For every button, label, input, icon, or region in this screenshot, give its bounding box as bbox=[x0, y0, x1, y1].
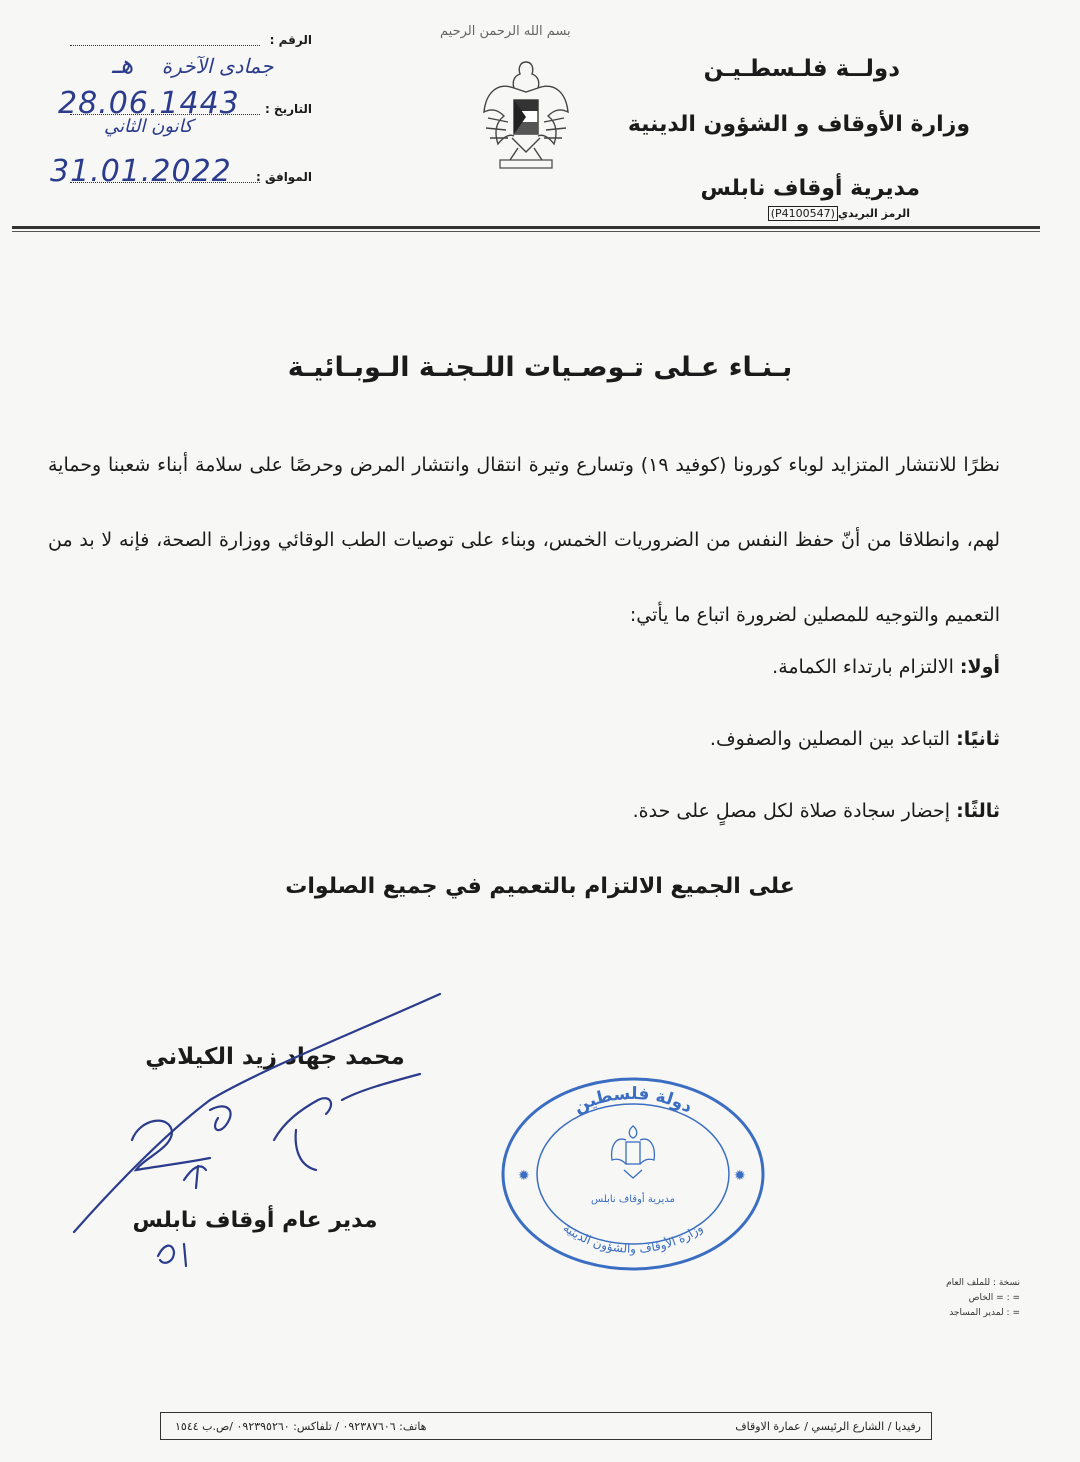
stamp-inner-ring bbox=[537, 1104, 729, 1244]
footer-address: رفيديا / الشارع الرئيسي / عمارة الاوقاف bbox=[735, 1420, 921, 1433]
point-label: أولا: bbox=[959, 656, 1000, 678]
point-text: التباعد بين المصلين والصفوف. bbox=[709, 728, 951, 750]
point-label: ثالثًا: bbox=[956, 800, 1000, 822]
handwritten-signature-icon bbox=[60, 990, 460, 1280]
footer-contact-box bbox=[160, 1412, 932, 1440]
stamp-bottom-text: وزارة الأوقاف والشؤون الدينية bbox=[560, 1220, 706, 1256]
postal-code-line bbox=[768, 207, 910, 220]
point-text: الالتزام بارتداء الكمامة. bbox=[772, 656, 954, 678]
stamp-star-icon: ✹ bbox=[518, 1168, 530, 1184]
handwritten-hijri-date: 28.06.1443 bbox=[58, 86, 240, 121]
copy-line: = : = الخاص bbox=[968, 1293, 1020, 1303]
copy-line: = : لمدير المساجد bbox=[949, 1308, 1020, 1318]
stamp-eagle-icon bbox=[612, 1126, 655, 1178]
copies-list bbox=[870, 1276, 1020, 1321]
directorate-name: مديرية أوقاف نابلس bbox=[700, 176, 920, 201]
stamp-star-icon: ✹ bbox=[734, 1168, 746, 1184]
handwritten-gregorian-month: كانون الثاني bbox=[104, 116, 193, 137]
postal-label: الرمز البريدي bbox=[837, 207, 910, 220]
corresponding-label: الموافق : bbox=[256, 170, 312, 184]
basmala: بسم الله الرحمن الرحيم bbox=[440, 24, 571, 39]
hijri-suffix: هـ bbox=[112, 50, 134, 80]
point-third bbox=[633, 800, 1000, 822]
hijri-month: جمادى الآخرة bbox=[161, 54, 274, 78]
date-label: التاريخ : bbox=[264, 102, 312, 116]
number-dotted-line bbox=[70, 45, 260, 46]
closing-statement: على الجميع الالتزام بالتعميم في جميع الصلوات bbox=[285, 874, 795, 899]
point-second bbox=[710, 728, 1000, 750]
footer-contact: هاتف: ٠٩٢٣٨٧٦٠٦ / تلفاكس: ٠٩٢٣٩٥٢٦٠ /ص.ب ١٥٤٤ bbox=[175, 1420, 427, 1433]
copy-line: نسخة : للملف العام bbox=[946, 1278, 1020, 1288]
handwritten-hijri-month bbox=[112, 50, 273, 80]
point-text: إحضار سجادة صلاة لكل مصلٍ على حدة. bbox=[632, 800, 951, 822]
stamp-outer-ring bbox=[503, 1079, 763, 1269]
handwritten-gregorian-date: 31.01.2022 bbox=[50, 154, 232, 189]
document-title: بـنـاء عـلى تـوصـيات اللـجنـة الـوبـائيـة bbox=[287, 352, 793, 383]
point-first bbox=[772, 656, 1000, 678]
palestine-eagle-emblem-icon bbox=[478, 52, 574, 182]
ministry-name: وزارة الأوقاف و الشؤون الدينية bbox=[627, 112, 970, 137]
stamp-top-text: دولة فلسطين bbox=[570, 1083, 696, 1118]
body-paragraph: نظرًا للانتشار المتزايد لوباء كورونا (كوفيد ١٩) وتسارع وتيرة انتقال وانتشار المرض وحرصًا على سلامة أبناء شعبنا وحماية لهم، وانطلاقا من أنّ حفظ النفس من الضروريات الخمس، وبناء على توصيات الطب الوقائي ووزارة الصحة، فإنه لا بد من التعميم والتوجيه للمصلين لضرورة اتباع ما يأتي: bbox=[48, 454, 1000, 626]
postal-code: (P4100547) bbox=[768, 206, 838, 221]
stamp-center-text: مديرية أوقاف نابلس bbox=[591, 1194, 675, 1205]
header-rule-thin bbox=[12, 231, 1040, 232]
state-name: دولــة فلـسطـيـن bbox=[703, 56, 900, 82]
point-label: ثانيًا: bbox=[956, 728, 1000, 750]
signer-title: مدير عام أوقاف نابلس bbox=[132, 1208, 378, 1233]
official-stamp bbox=[498, 1074, 768, 1274]
header-rule bbox=[12, 226, 1040, 229]
number-label: الرقم : bbox=[269, 33, 312, 47]
signer-name: محمد جهاد زيد الكيلاني bbox=[145, 1044, 405, 1070]
